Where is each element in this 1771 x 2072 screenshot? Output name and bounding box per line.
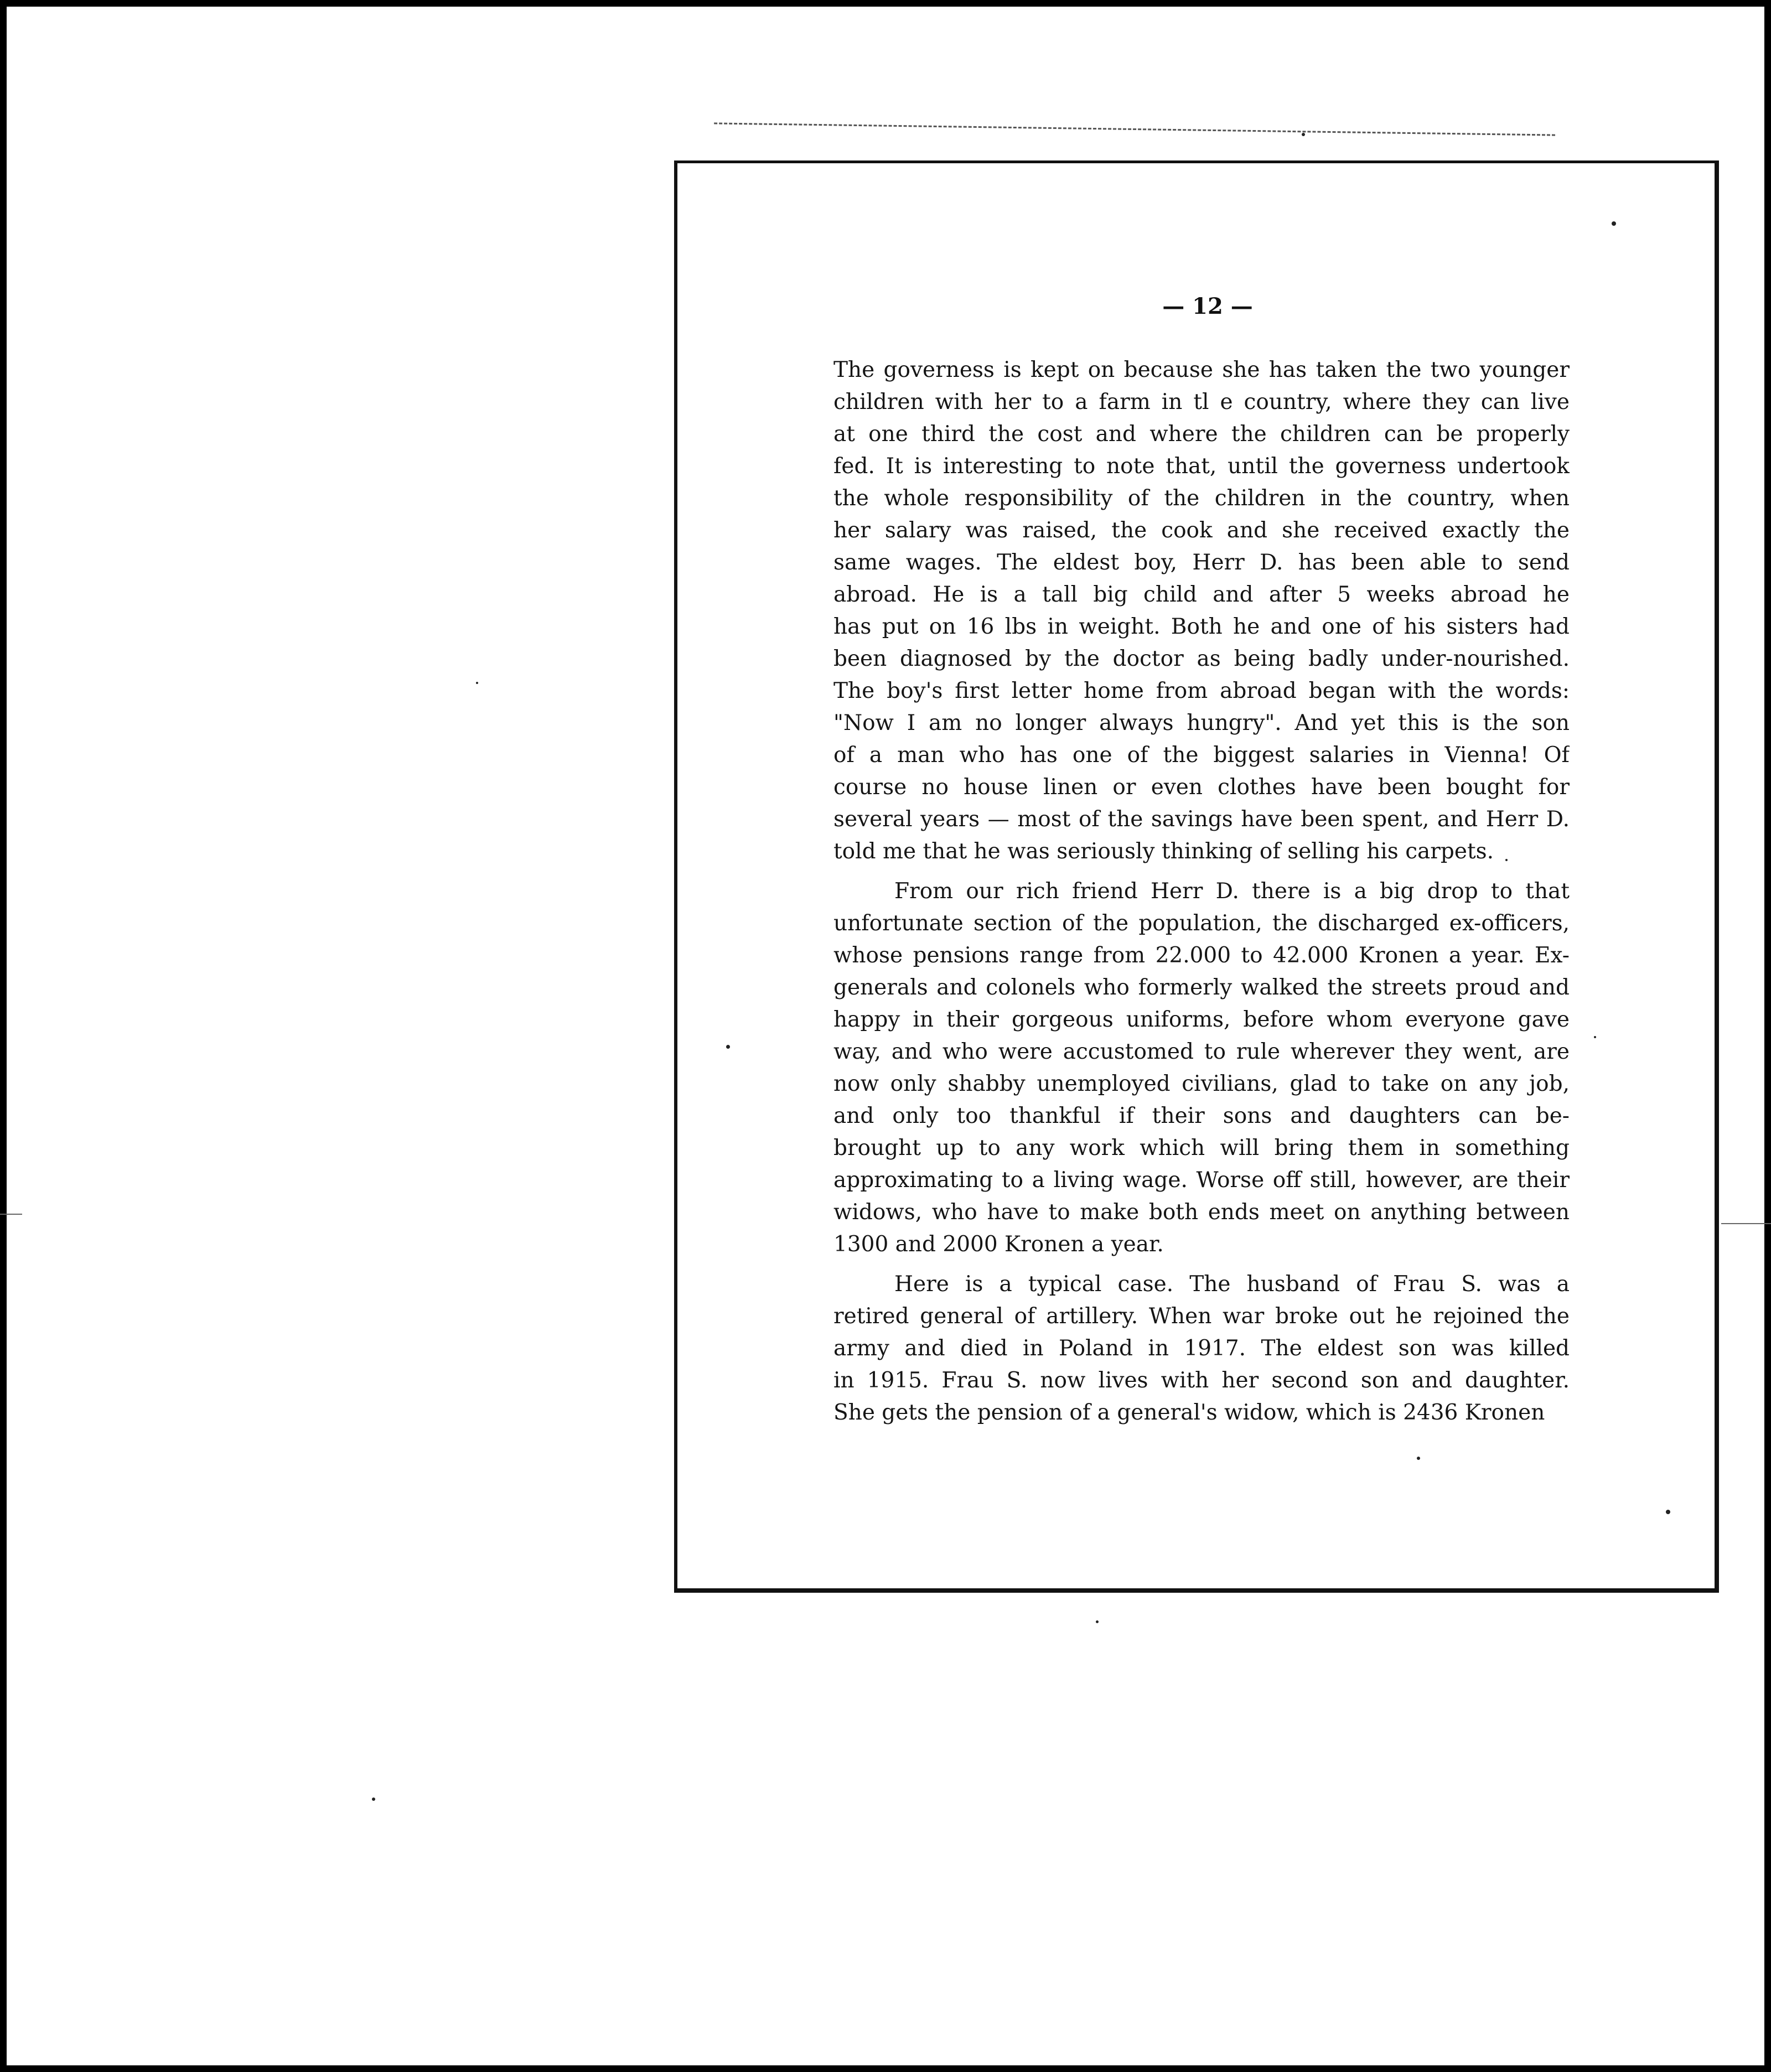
text-line: "Now I am no longer always hungry". And yet this is the son <box>833 711 1570 735</box>
text-line: Here is a typical case. The husband of Frau S. was a <box>894 1272 1570 1297</box>
text-line: brought up to any work which will bring them in something <box>833 1136 1570 1161</box>
text-line: retired general of artillery. When war broke out he rejoined the <box>833 1304 1570 1329</box>
text-line: The governess is kept on because she has taken the two younger <box>833 358 1570 382</box>
dust-speck <box>1612 221 1616 226</box>
text-line: 1300 and 2000 Kronen a year. <box>833 1232 1164 1257</box>
text-line: the whole responsibility of the children in the country, when <box>833 486 1570 511</box>
paragraph <box>833 354 1570 868</box>
text-line: same wages. The eldest boy, Herr D. has been able to send <box>833 550 1570 575</box>
text-line: She gets the pension of a general's widow, which is 2436 Kronen <box>833 1400 1545 1425</box>
dust-speck <box>372 1798 375 1801</box>
page-number: — 12 — <box>1162 293 1253 319</box>
text-line: her salary was raised, the cook and she received exactly the <box>833 518 1570 543</box>
paragraph <box>833 1268 1570 1429</box>
text-line: children with her to a farm in tl e country, where they can live <box>833 390 1570 415</box>
text-line: and only too thankful if their sons and daughters can be- <box>833 1104 1570 1128</box>
dust-speck <box>1505 859 1508 861</box>
text-line: way, and who were accustomed to rule wherever they went, are <box>833 1039 1570 1064</box>
text-line: course no house linen or even clothes have been bought for <box>833 775 1570 800</box>
text-line: now only shabby unemployed civilians, glad to take on any job, <box>833 1071 1570 1096</box>
text-line: army and died in Poland in 1917. The eldest son was killed <box>833 1336 1570 1361</box>
text-line: several years — most of the savings have been spent, and Herr D. <box>833 807 1570 832</box>
dust-speck <box>1594 1036 1596 1038</box>
text-line: told me that he was seriously thinking of selling his carpets. <box>833 839 1494 864</box>
text-line: at one third the cost and where the children can be properly <box>833 422 1570 447</box>
text-line: has put on 16 lbs in weight. Both he and one of his sisters had <box>833 614 1570 639</box>
fold-line <box>0 1214 22 1215</box>
text-line: generals and colonels who formerly walked the streets proud and <box>833 975 1570 1000</box>
text-line: approximating to a living wage. Worse off still, however, are their <box>833 1168 1570 1193</box>
text-line: widows, who have to make both ends meet on anything between <box>833 1200 1570 1225</box>
paragraph-gap <box>833 1261 1570 1268</box>
text-line: fed. It is interesting to note that, until the governess undertook <box>833 454 1570 479</box>
dust-speck <box>1417 1457 1420 1460</box>
text-line: been diagnosed by the doctor as being badly under-nourished. <box>833 646 1570 671</box>
fold-line <box>1721 1223 1771 1224</box>
paragraph <box>833 876 1570 1261</box>
text-line: abroad. He is a tall big child and after 5 weeks abroad he <box>833 582 1570 607</box>
dust-speck <box>1096 1620 1099 1623</box>
dust-speck <box>476 682 478 684</box>
dust-speck <box>1666 1510 1670 1514</box>
dust-speck <box>726 1045 730 1049</box>
text-line: happy in their gorgeous uniforms, before whom everyone gave <box>833 1007 1570 1032</box>
text-line: whose pensions range from 22.000 to 42.000 Kronen a year. Ex- <box>833 943 1570 968</box>
text-line: of a man who has one of the biggest salaries in Vienna! Of <box>833 743 1570 768</box>
text-line: From our rich friend Herr D. there is a big drop to that <box>894 879 1570 904</box>
dust-speck <box>1302 133 1305 136</box>
text-line: in 1915. Frau S. now lives with her second son and daughter. <box>833 1368 1570 1393</box>
body-text <box>833 354 1570 1429</box>
paragraph-gap <box>833 868 1570 876</box>
text-line: unfortunate section of the population, the discharged ex-officers, <box>833 911 1570 936</box>
text-line: The boy's first letter home from abroad began with the words: <box>833 678 1570 703</box>
